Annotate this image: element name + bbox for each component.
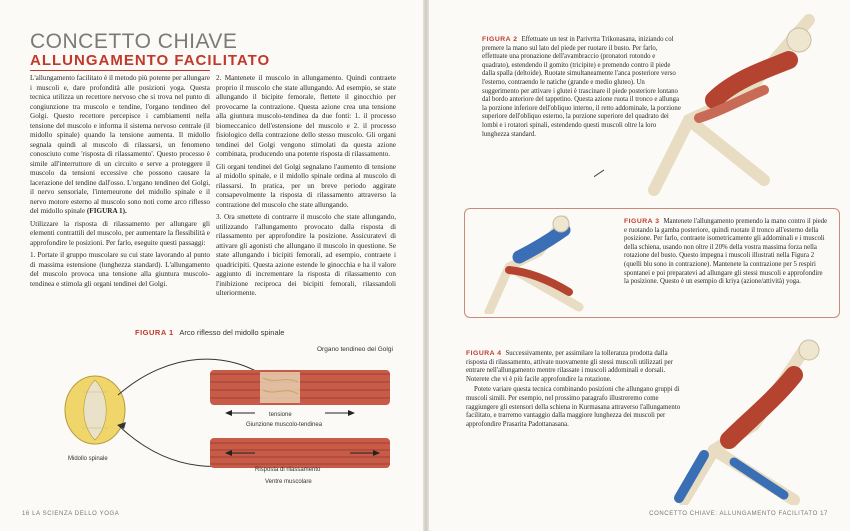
figure2-text <box>482 36 682 139</box>
figure4-illustration <box>644 330 850 505</box>
paragraph: 3. Ora smettete di contrarre il muscolo che state allungando, utilizzando l'allungamento provocato dalla risposta di rilassamento per approfondire la posizione. Assicuratevi di attivare gli agonisti che allungano il muscolo in questione. Se state allungando i bicipiti femorali, ad esempio, contraete i quadricipiti. Questa azione estende le ginocchia e ha il valore aggiunto di incrementare la risposta di rilassamento con l'inibizione reciproca dei bicipiti femorali, rilassandoli ulteriormente. <box>216 213 396 297</box>
label-golgi: Organo tendineo del Golgi <box>317 346 393 353</box>
right-folio: CONCETTO CHIAVE: ALLUNGAMENTO FACILITATO 17 <box>649 511 828 517</box>
text-column-1 <box>30 74 210 292</box>
reflex-arc-illustration <box>60 340 405 490</box>
title-rule <box>30 70 210 71</box>
figure1-label: FIGURA 1 <box>135 328 174 337</box>
figure4-body-2: Potete variare questa tecnica combinando posizioni che allungano gruppi di muscoli simili. Per esempio, nel prossimo paragrafo illustreremo come raggiungere gli estensori della schiena in Kurmasana attraverso l'allungamento facilitato, e trarremo vantaggio dalla maggiore lunghezza dei muscoli per approfondire Prasarita Padottanasana. <box>466 386 681 428</box>
figure2-label: FIGURA 2 <box>482 36 518 43</box>
label-belly: Ventre muscolare <box>265 479 312 485</box>
paragraph: 2. Mantenete il muscolo in allungamento. Quindi contraete proprio il muscolo che state allungando. Ad esempio, se state allungando il bicipite femorale, flettete il ginocchio per provocarne la contrazione. Questa azione crea una tensione alla giuntura muscolo-tendinea da due fonti: 1. il processo biomeccanico dell'estensione del muscolo e 2. il processo fisiologico della contrazione dello stesso muscolo. Gli organi tendinei del Golgi vengono stimolati da questa azione combinata, producendo una potente risposta di rilassamento. <box>216 74 396 158</box>
figure1-title: Arco riflesso del midollo spinale <box>179 328 285 337</box>
figure3-illustration <box>469 212 624 314</box>
figure1-caption <box>135 328 284 337</box>
tendon-drawing <box>210 370 390 405</box>
label-relax: Risposta di rilassamento <box>255 467 321 473</box>
paragraph: 1. Portate il gruppo muscolare su cui state lavorando al punto di massima estensione (lunghezza standard). L'allungamento del muscolo provoca una tensione alla giuntura muscolo-tendinea e stimola gli organi tendinei del Golgi. <box>30 251 210 288</box>
left-page <box>0 0 424 531</box>
figure3-label: FIGURA 3 <box>624 218 660 225</box>
figure-reference: (FIGURA 1). <box>86 207 127 215</box>
figure3-text <box>624 218 829 287</box>
paragraph: Utilizzare la risposta di rilassamento per allungare gli elementi contrattili del muscolo, per aumentare la flessibilità e approfondire le posizioni. Per farlo, eseguite questi passaggi: <box>30 219 210 247</box>
paragraph: Gli organi tendinei del Golgi segnalano l'aumento di tensione al midollo spinale, e il midollo spinale ordina al muscolo di rilassarsi. In pratica, per un breve periodo aggirate consapevolmente la risposta di rilassamento attraverso la contrazione del muscolo che state allungando. <box>216 162 396 209</box>
figure3-body: Mantenete l'allungamento premendo la mano contro il piede e ruotando la gamba posteriore, quindi ruotate il tronco all'esterno della posizione. Per farlo, contraete isometricamente gli addominali e i muscoli della schiena, usando non oltre il 20% della vostra massima forza nella rotazione del busto. Questo impegna i muscoli illustrati nella Figura 2 (quelli blu sono in contrazione). Mantenete la contrazione per 5 respiri spontanei e poi preparatevi ad allungare gli stessi muscoli e approfondire la posizione. Questo è un esempio di kriya (azione/attività) yoga. <box>624 218 828 286</box>
figure4-body: Successivamente, per assimilare la tolleranza prodotta dalla risposta di rilassamento, attivate nuovamente gli stessi muscoli utilizzati per entrare nell'allungamento mentre rilassate i muscoli addominali e dorsali. Noterete che vi è più facile approfondire la rotazione. <box>466 350 673 383</box>
paragraph-text: L'allungamento facilitato è il metodo più potente per allungare i muscoli e, dare profondità alle posizioni yoga. Questa tecnica utilizza un recettore nervoso che si trova nel punto di congiunzione tra muscolo e tendine, l'organo tendineo del Golgi. Questo recettore percepisce i cambiamenti nella tensione del muscolo e informa il sistema nervoso centrale (il midollo spinale) quando la tensione aumenta. Il midollo segnala quindi al muscolo di rilassarsi, un fenomeno conosciuto come 'risposta di rilassamento'. Questo processo è simile all'interruttore di un circuito e serve a proteggere il muscolo da tensioni eccessive che possono causare la lacerazione del tendine dall'osso. L'organo tendineo del Golgi, il nervo sensoriale, l'interneurone del midollo spinale e il nervo motore esterno al muscolo sono noti come arco riflesso del midollo spinale <box>30 74 210 215</box>
left-folio: 16 LA SCIENZA DELLO YOGA <box>22 511 120 517</box>
page-title: ALLUNGAMENTO FACILITATO <box>30 52 271 69</box>
label-spinal: Midollo spinale <box>68 456 108 462</box>
figure4-label: FIGURA 4 <box>466 350 502 357</box>
right-page <box>429 0 850 531</box>
muscle-belly-drawing <box>210 438 390 468</box>
figure2-body: Effettuate un test in Parivrtta Trikonasana, iniziando col premere la mano sul lato del piede per ruotare il busto. Per farlo, effettuate una pronazione dell'avambraccio (pronatori rotondo e quadrato), estendendo il gomito (tricipite) e premendo contro il piede dalla spalla (deltoide). Ruotate simultaneamente l'anca posteriore verso l'esterno, contraendo le natiche (grande e medio gluteo). Un suggerimento per attivare i glutei è trascinare il piede posteriore lontano dal bordo anteriore del tappetino. Questa azione ruota il tronco e allunga la porzione inferiore dell'obliquo interno, il retto addominale, la porzione superiore dell'obliquo esterno, la porzione superiore del quadrato dei lombi e i rotatori spinali, estendendo questi muscoli oltre la loro lunghezza standard. <box>482 36 681 138</box>
label-junction: Giunzione muscolo-tendinea <box>246 422 323 428</box>
text-column-2 <box>216 74 396 302</box>
section-kicker: CONCETTO CHIAVE <box>30 30 238 53</box>
spinal-cord-drawing <box>65 376 125 444</box>
label-tension: tensione <box>269 412 292 418</box>
paragraph <box>30 74 210 217</box>
